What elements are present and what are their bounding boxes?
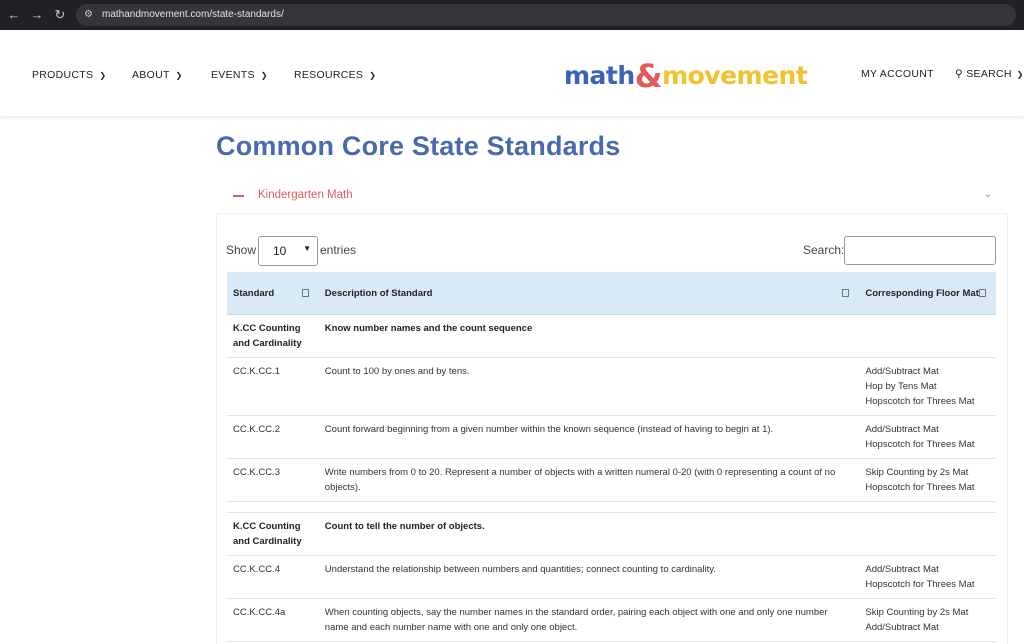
table-row: [227, 556, 996, 599]
table-body: [227, 315, 996, 642]
floor-mat-name: Add/Subtract Mat: [865, 564, 939, 575]
accordion-label[interactable]: Kindergarten Math: [258, 189, 353, 201]
table-search-input[interactable]: [844, 236, 996, 265]
search-icon: ⚲: [955, 68, 967, 80]
chevron-down-icon: ▼: [303, 244, 311, 253]
table-group-row: [227, 513, 996, 556]
floor-mat-cell: [859, 459, 996, 502]
entries-select[interactable]: [258, 236, 318, 266]
table-row: [227, 416, 996, 459]
reload-icon[interactable]: ↻: [54, 7, 66, 22]
table-row: [227, 358, 996, 416]
entries-value: 10: [273, 244, 287, 258]
description-cell: When counting objects, say the number names in the standard order, pairing each object with one and only one number name and each number name with one and only one object.: [319, 599, 860, 642]
show-label: Show: [226, 243, 257, 257]
floor-mat-name: Hopscotch for Threes Mat: [865, 439, 975, 450]
browser-toolbar: [0, 0, 1024, 30]
table-row: [227, 459, 996, 502]
menu-events[interactable]: EVENTS ❯: [211, 69, 268, 81]
site-logo[interactable]: math&movement: [564, 57, 808, 95]
table-row: [227, 599, 996, 642]
menu-resources[interactable]: RESOURCES ❯: [294, 69, 377, 81]
address-bar[interactable]: [76, 4, 1016, 26]
standards-table: [227, 272, 996, 642]
floor-mat-name: Add/Subtract Mat: [865, 622, 939, 633]
floor-mat-cell: [859, 416, 996, 459]
column-header-standard[interactable]: Standard: [227, 272, 319, 315]
description-cell: Understand the relationship between numbers and quantities; connect counting to cardinality.: [319, 556, 860, 599]
column-header-description[interactable]: Description of Standard: [319, 272, 860, 315]
minus-icon: [233, 195, 244, 197]
sort-icon: [842, 289, 849, 297]
standard-cell: CC.K.CC.2: [227, 416, 319, 459]
floor-mat-cell: [859, 513, 996, 556]
floor-mat-name: Skip Counting by 2s Mat: [865, 467, 969, 478]
sort-icon: [979, 289, 986, 297]
floor-mat-cell: [859, 599, 996, 642]
sort-icon: [302, 289, 309, 297]
spacer-cell: [227, 502, 996, 513]
search-link[interactable]: ⚲ SEARCH ❯: [955, 68, 1024, 80]
standard-cell: CC.K.CC.4: [227, 556, 319, 599]
floor-mat-name: Add/Subtract Mat: [865, 366, 939, 377]
chevron-down-icon[interactable]: ⌄: [983, 189, 992, 200]
description-cell: Write numbers from 0 to 20. Represent a number of objects with a written numeral 0-20 (with 0 representing a count of no objects).: [319, 459, 860, 502]
floor-mat-name: Hopscotch for Threes Mat: [865, 396, 975, 407]
floor-mat-name: Hopscotch for Threes Mat: [865, 482, 975, 493]
floor-mat-cell: [859, 358, 996, 416]
chevron-down-icon: ❯: [175, 71, 183, 80]
standard-cell: K.CC Counting and Cardinality: [227, 315, 319, 358]
column-header-floor-mat[interactable]: Corresponding Floor Mat: [859, 272, 996, 315]
chevron-down-icon: ❯: [1016, 70, 1024, 79]
description-cell: Count to tell the number of objects.: [319, 513, 860, 556]
floor-mat-name: Skip Counting by 2s Mat: [865, 607, 969, 618]
standard-cell: K.CC Counting and Cardinality: [227, 513, 319, 556]
description-cell: Count forward beginning from a given number within the known sequence (instead of having to begin at 1).: [319, 416, 860, 459]
standard-cell: CC.K.CC.3: [227, 459, 319, 502]
page-title: Common Core State Standards: [216, 131, 621, 161]
floor-mat-name: Hopscotch for Threes Mat: [865, 579, 975, 590]
standard-cell: CC.K.CC.1: [227, 358, 319, 416]
floor-mat-cell: [859, 556, 996, 599]
table-header-row: [227, 272, 996, 315]
accordion-header[interactable]: [216, 180, 1006, 213]
table-spacer-row: [227, 502, 996, 513]
chevron-down-icon: ❯: [260, 71, 268, 80]
chevron-down-icon: ❯: [99, 71, 107, 80]
back-arrow-icon[interactable]: ←: [7, 7, 21, 22]
standard-cell: CC.K.CC.4a: [227, 599, 319, 642]
entries-label: entries: [320, 243, 357, 257]
forward-arrow-icon[interactable]: →: [30, 7, 44, 22]
floor-mat-name: Add/Subtract Mat: [865, 424, 939, 435]
site-info-icon[interactable]: ⚙: [84, 9, 93, 20]
menu-products[interactable]: PRODUCTS ❯: [32, 69, 107, 81]
table-group-row: [227, 315, 996, 358]
table-search-label: Search:: [803, 243, 845, 257]
floor-mat-name: Hop by Tens Mat: [865, 381, 937, 392]
description-cell: Count to 100 by ones and by tens.: [319, 358, 860, 416]
site-header: [0, 30, 1024, 116]
my-account-link[interactable]: MY ACCOUNT: [861, 68, 934, 80]
menu-about[interactable]: ABOUT ❯: [132, 69, 183, 81]
floor-mat-cell: [859, 315, 996, 358]
url-text[interactable]: mathandmovement.com/state-standards/: [102, 9, 284, 20]
description-cell: Know number names and the count sequence: [319, 315, 860, 358]
chevron-down-icon: ❯: [369, 71, 377, 80]
